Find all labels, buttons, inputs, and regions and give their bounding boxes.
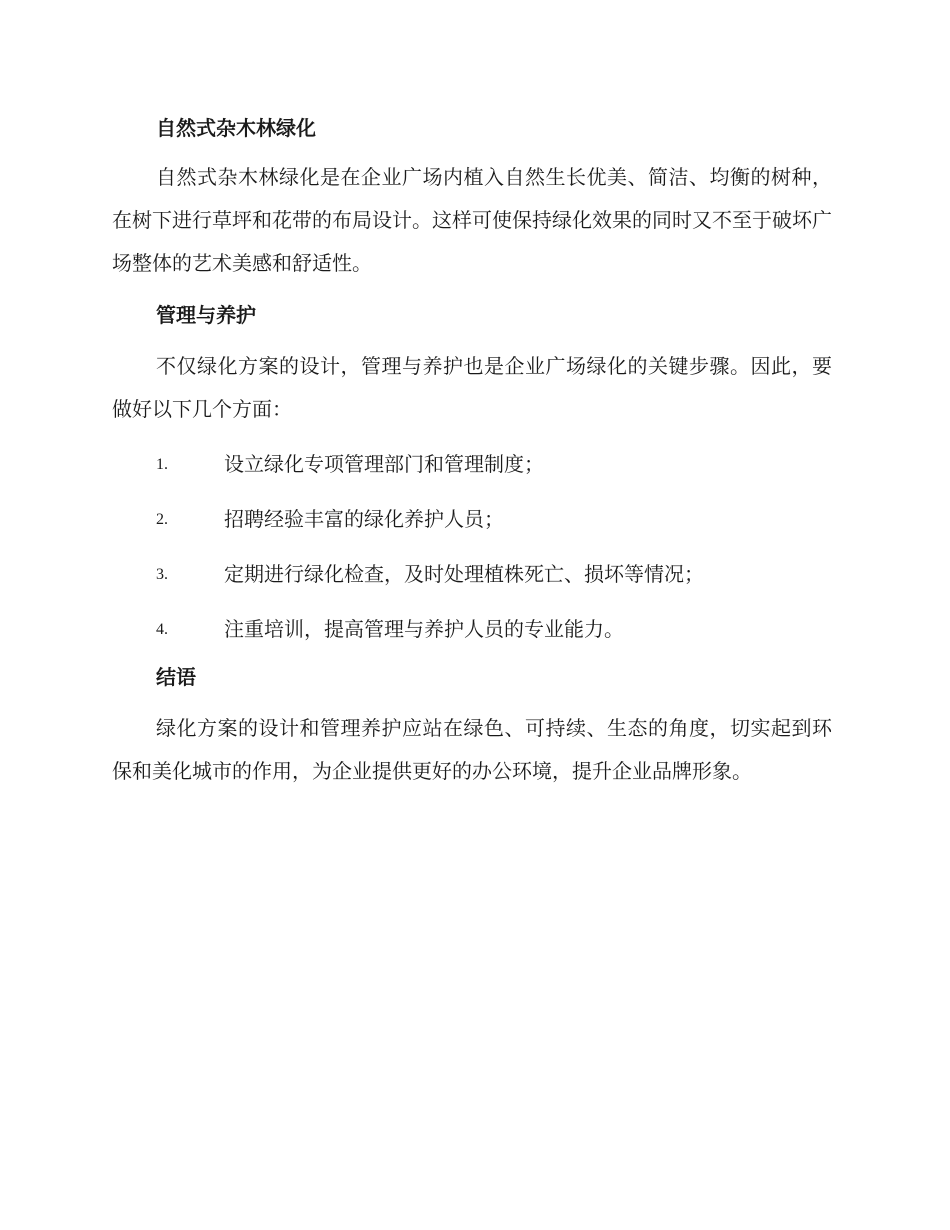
list-item-number: 2. <box>156 511 168 528</box>
list-item <box>112 553 832 596</box>
section-paragraph-conclusion: 绿化方案的设计和管理养护应站在绿色、可持续、生态的角度，切实起到环保和美化城市的作用，为企业提供更好的办公环境，提升企业品牌形象。 <box>112 716 832 783</box>
list-item-text: 招聘经验丰富的绿化养护人员； <box>224 507 504 531</box>
document-body <box>112 108 832 793</box>
list-item <box>112 498 832 541</box>
list-item <box>112 443 832 486</box>
list-item-number: 1. <box>156 456 168 473</box>
list-item-number: 3. <box>156 566 168 583</box>
management-list <box>112 443 832 651</box>
list-item-text: 定期进行绿化检查，及时处理植株死亡、损坏等情况； <box>224 562 704 586</box>
section-heading-management: 管理与养护 <box>156 303 256 327</box>
section-heading-conclusion: 结语 <box>156 665 196 689</box>
list-item-text: 设立绿化专项管理部门和管理制度； <box>224 452 544 476</box>
section-paragraph-management: 不仅绿化方案的设计，管理与养护也是企业广场绿化的关键步骤。因此，要做好以下几个方面： <box>112 354 832 421</box>
list-item-number: 4. <box>156 621 168 638</box>
section-paragraph-natural-woodland: 自然式杂木林绿化是在企业广场内植入自然生长优美、简洁、均衡的树种，在树下进行草坪和花带的布局设计。这样可使保持绿化效果的同时又不至于破坏广场整体的艺术美感和舒适性。 <box>112 165 832 275</box>
section-heading-natural-woodland: 自然式杂木林绿化 <box>156 116 316 140</box>
list-item-text: 注重培训，提高管理与养护人员的专业能力。 <box>224 617 624 641</box>
list-item <box>112 608 832 651</box>
